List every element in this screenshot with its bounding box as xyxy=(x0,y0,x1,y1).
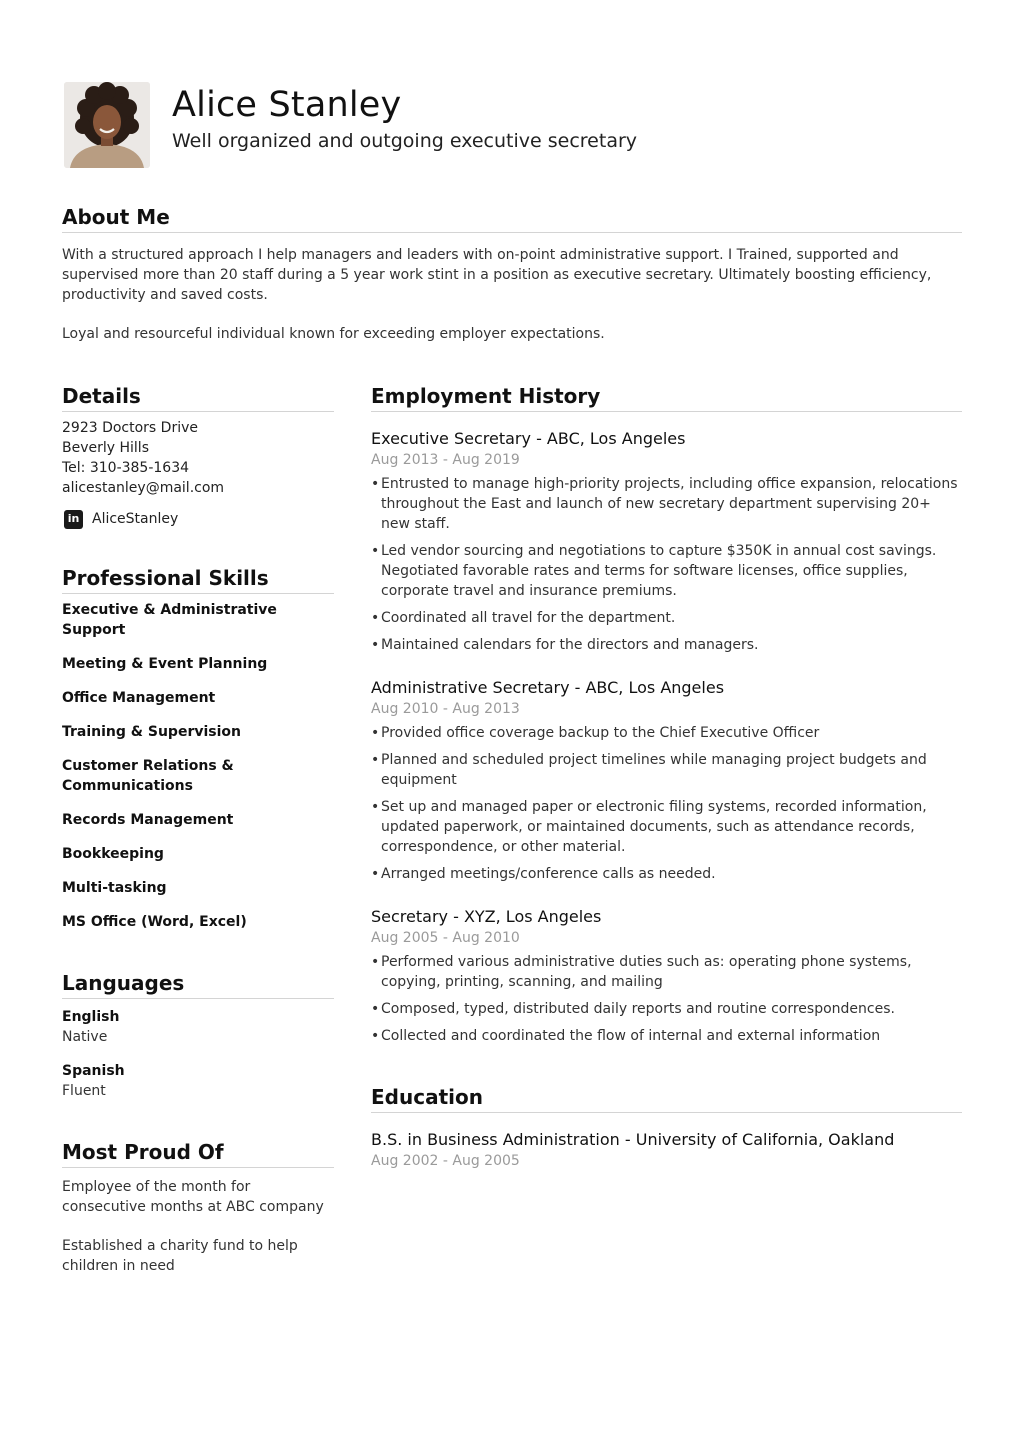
language-level: Fluent xyxy=(62,1083,106,1099)
skill-item: Training & Supervision xyxy=(62,724,241,740)
right-column xyxy=(371,383,962,1171)
skill-item: Customer Relations & Communications xyxy=(62,758,234,794)
job-entry xyxy=(371,428,962,655)
job-bullet: • Maintained calendars for the directors and managers. xyxy=(371,635,962,655)
languages-heading: Languages xyxy=(62,970,334,999)
skill-item: Bookkeeping xyxy=(62,846,164,862)
details-heading: Details xyxy=(62,383,334,412)
job-bullet: • Provided office coverage backup to the Chief Executive Officer xyxy=(371,723,962,743)
education-heading: Education xyxy=(371,1084,962,1113)
candidate-subtitle: Well organized and outgoing executive secretary xyxy=(172,130,638,152)
degree-dates: Aug 2002 - Aug 2005 xyxy=(371,1153,520,1169)
degree-title: B.S. in Business Administration - University of California, Oakland xyxy=(371,1130,895,1149)
about-paragraph: With a structured approach I help managers and leaders with on-point administrative support. I Trained, supported and supervised more than 20 staff during a 5 year work stint in a position as executive secretary. Ultimately boosting efficiency, productivity and saved costs. xyxy=(62,247,932,303)
language-level: Native xyxy=(62,1029,108,1045)
job-bullet: • Led vendor sourcing and negotiations to capture $350K in annual cost savings. Negotiated favorable rates and terms for software licenses, office supplies, corporate travel and insurance premiums. xyxy=(371,541,962,601)
skills-heading: Professional Skills xyxy=(62,565,334,594)
job-bullet: • Collected and coordinated the flow of internal and external information xyxy=(371,1026,962,1046)
job-bullets xyxy=(371,952,962,1046)
proud-item: Established a charity fund to help children in need xyxy=(62,1238,298,1274)
job-bullet: • Set up and managed paper or electronic filing systems, recorded information, updated paperwork, or maintained documents, such as attendance records, correspondence, or other material. xyxy=(371,797,962,857)
email[interactable]: alicestanley@mail.com xyxy=(62,480,225,496)
job-dates: Aug 2010 - Aug 2013 xyxy=(371,701,520,717)
job-bullets xyxy=(371,474,962,655)
telephone: Tel: 310-385-1634 xyxy=(62,460,190,476)
job-dates: Aug 2013 - Aug 2019 xyxy=(371,452,520,468)
address-line-2: Beverly Hills xyxy=(62,440,149,456)
job-title: Secretary - XYZ, Los Angeles xyxy=(371,907,602,926)
candidate-name: Alice Stanley xyxy=(172,85,402,125)
profile-photo-illustration xyxy=(64,82,150,168)
job-bullet: • Performed various administrative duties such as: operating phone systems, copying, printing, scanning, and mailing xyxy=(371,952,962,992)
job-bullet: • Planned and scheduled project timelines while managing project budgets and equipment xyxy=(371,750,962,790)
linkedin-icon: in xyxy=(64,510,83,529)
left-column xyxy=(62,383,334,1276)
about-heading: About Me xyxy=(62,204,962,233)
job-bullet: • Composed, typed, distributed daily reports and routine correspondences. xyxy=(371,999,962,1019)
skill-item: Office Management xyxy=(62,690,216,706)
job-bullet: • Coordinated all travel for the department. xyxy=(371,608,962,628)
proud-heading: Most Proud Of xyxy=(62,1139,334,1168)
job-title: Administrative Secretary - ABC, Los Angeles xyxy=(371,678,725,697)
linkedin-handle: AliceStanley xyxy=(92,511,179,527)
job-bullet: • Entrusted to manage high-priority projects, including office expansion, relocations throughout the East and launch of new secretary department supervising 20+ new staff. xyxy=(371,474,962,534)
skill-item: Records Management xyxy=(62,812,234,828)
education-entry xyxy=(371,1129,962,1171)
profile-photo xyxy=(64,82,150,168)
proud-list xyxy=(62,1177,334,1276)
language-name: English xyxy=(62,1009,120,1025)
language-item xyxy=(62,1007,334,1047)
details-block xyxy=(62,418,334,529)
language-name: Spanish xyxy=(62,1063,125,1079)
about-paragraph: Loyal and resourceful individual known for exceeding employer expectations. xyxy=(62,326,605,342)
address-line-1: 2923 Doctors Drive xyxy=(62,420,199,436)
resume-header xyxy=(64,82,637,168)
job-entry xyxy=(371,677,962,884)
proud-item: Employee of the month for consecutive months at ABC company xyxy=(62,1179,324,1215)
linkedin-link[interactable] xyxy=(62,509,334,529)
skills-list xyxy=(62,600,334,932)
about-section xyxy=(62,204,962,344)
job-bullets xyxy=(371,723,962,884)
skill-item: Multi-tasking xyxy=(62,880,167,896)
employment-heading: Employment History xyxy=(371,383,962,412)
job-entry xyxy=(371,906,962,1046)
job-dates: Aug 2005 - Aug 2010 xyxy=(371,930,520,946)
language-item xyxy=(62,1061,334,1101)
skill-item: MS Office (Word, Excel) xyxy=(62,914,247,930)
job-bullet: • Arranged meetings/conference calls as needed. xyxy=(371,864,962,884)
skill-item: Executive & Administrative Support xyxy=(62,602,277,638)
skill-item: Meeting & Event Planning xyxy=(62,656,268,672)
job-title: Executive Secretary - ABC, Los Angeles xyxy=(371,429,686,448)
